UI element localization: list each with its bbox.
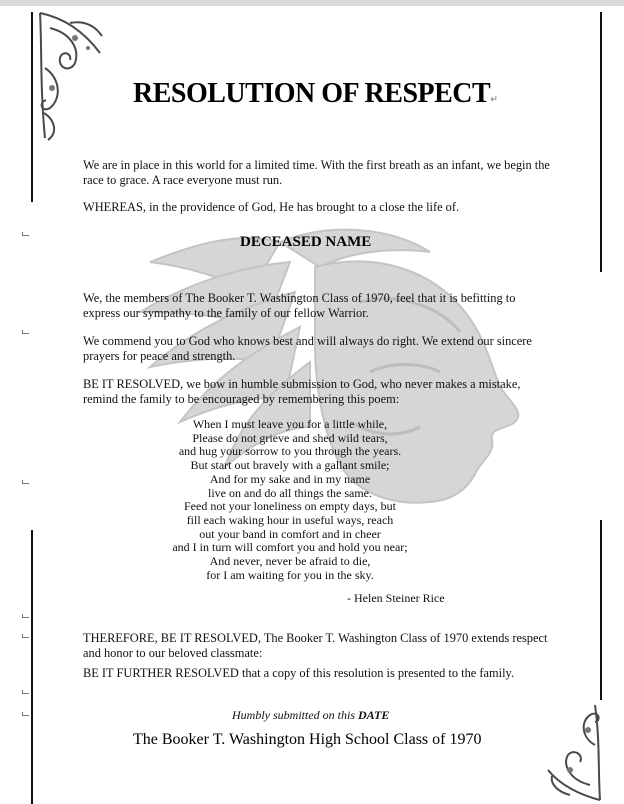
poem-line: fill each waking hour in useful ways, reach: [186, 512, 394, 527]
document-title: RESOLUTION OF RESPECT↵: [133, 78, 498, 109]
poem: [150, 418, 430, 582]
poem-line: out your band in comfort and in cheer: [199, 526, 381, 541]
deceased-name: DECEASED NAME: [240, 234, 372, 250]
date-placeholder: DATE: [358, 708, 390, 722]
right-border-line: [600, 12, 602, 272]
poem-line: live on and do all things the same.: [208, 485, 372, 500]
further-resolved-paragraph: BE IT FURTHER RESOLVED that a copy of this resolution is presented to the family.: [83, 666, 515, 680]
top-edge-strip: [0, 0, 624, 6]
school-signature-line: The Booker T. Washington High School Class of 1970: [133, 731, 482, 748]
commend-paragraph: We commend you to God who knows best and will always do right. We extend our sincere prayers for peace and strength.: [83, 334, 532, 363]
therefore-paragraph: THEREFORE, BE IT RESOLVED, The Booker T. Washington Class of 1970 extends respect and honor to our beloved classmate:: [83, 631, 548, 660]
margin-mark: [22, 330, 29, 334]
submission-line: Humbly submitted on this DATE: [232, 708, 390, 722]
margin-mark: [22, 634, 29, 638]
margin-mark: [22, 232, 29, 236]
poem-line: But start out bravely with a gallant smile;: [190, 458, 390, 473]
poem-author: - Helen Steiner Rice: [347, 591, 445, 605]
whereas-paragraph: WHEREAS, in the providence of God, He has brought to a close the life of.: [83, 200, 460, 214]
margin-mark: [22, 614, 29, 618]
margin-mark: [22, 690, 29, 694]
poem-line: for I am waiting for you in the sky.: [206, 567, 374, 582]
poem-line: And never, never be afraid to die,: [209, 554, 371, 569]
poem-line: and I in turn will comfort you and hold you near;: [172, 540, 408, 555]
poem-line: Feed not your loneliness on empty days, but: [184, 499, 396, 514]
left-border-line-lower: [31, 530, 33, 804]
poem-line: and hug your sorrow to you through the years.: [178, 444, 402, 459]
margin-mark: [22, 712, 29, 716]
resolved-paragraph: BE IT RESOLVED, we bow in humble submission to God, who never makes a mistake, remind the family to be encouraged by remembering this poem:: [83, 377, 521, 406]
right-border-line-lower: [600, 520, 602, 700]
floral-corner-ornament-icon: [30, 8, 110, 148]
poem-line: And for my sake and in my name: [209, 471, 371, 486]
poem-line: When I must leave you for a little while,: [192, 417, 388, 431]
members-paragraph: We, the members of The Booker T. Washington Class of 1970, feel that it is befitting to express our sympathy to the family of our fellow Warrior.: [83, 291, 516, 320]
poem-line: Please do not grieve and shed wild tears,: [192, 430, 388, 445]
floral-corner-ornament-icon: [540, 700, 610, 804]
intro-paragraph: We are in place in this world for a limited time. With the first breath as an infant, we begin the race to grace. A race everyone must run.: [83, 158, 550, 187]
margin-mark: [22, 480, 29, 484]
